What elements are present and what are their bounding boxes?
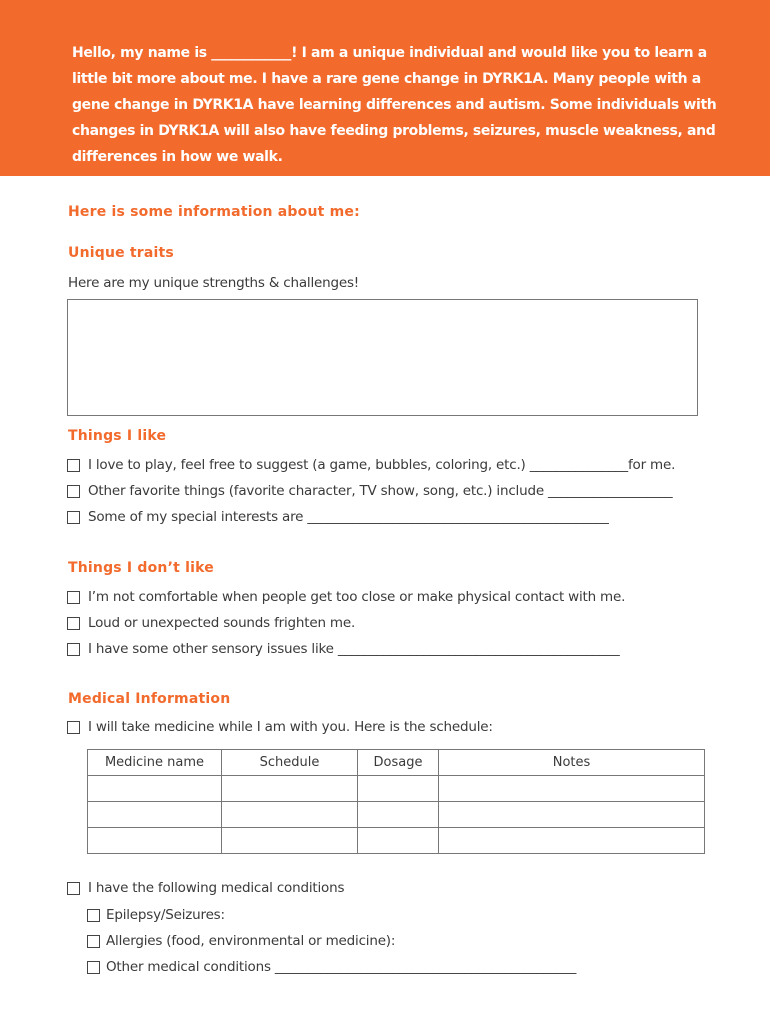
medicine-name-header: Medicine name <box>88 750 222 776</box>
notes-header: Notes <box>439 750 705 776</box>
other-conditions-checkbox[interactable] <box>87 961 100 974</box>
likes-item-3: Some of my special interests are ______________________________________________ <box>88 509 609 525</box>
medicine-schedule-table <box>87 749 705 854</box>
likes-item-1: I love to play, feel free to suggest (a game, bubbles, coloring, etc.) _______________for me. <box>88 457 676 473</box>
table-cell[interactable] <box>88 828 222 854</box>
medical-heading: Medical Information <box>68 691 231 707</box>
likes-item-2: Other favorite things (favorite character, TV show, song, etc.) include ___________________ <box>88 483 673 499</box>
table-cell[interactable] <box>88 802 222 828</box>
medicine-item: I will take medicine while I am with you. Here is the schedule: <box>88 719 493 735</box>
dislikes-item-2: Loud or unexpected sounds frighten me. <box>88 615 356 631</box>
dislikes-item-1: I’m not comfortable when people get too close or make physical contact with me. <box>88 589 626 605</box>
likes-checkbox-2[interactable] <box>67 485 80 498</box>
table-cell[interactable] <box>222 802 358 828</box>
likes-checkbox-3[interactable] <box>67 511 80 524</box>
table-cell[interactable] <box>439 776 705 802</box>
table-row <box>88 802 705 828</box>
schedule-header: Schedule <box>222 750 358 776</box>
table-row <box>88 828 705 854</box>
epilepsy-item: Epilepsy/Seizures: <box>106 907 225 923</box>
dislikes-checkbox-1[interactable] <box>67 591 80 604</box>
conditions-item: I have the following medical conditions <box>88 880 345 896</box>
likes-checkbox-1[interactable] <box>67 459 80 472</box>
allergies-item: Allergies (food, environmental or medicine): <box>106 933 396 949</box>
unique-traits-prompt: Here are my unique strengths & challenges! <box>68 275 359 291</box>
conditions-checkbox[interactable] <box>67 882 80 895</box>
table-cell[interactable] <box>88 776 222 802</box>
dosage-header: Dosage <box>358 750 439 776</box>
unique-traits-heading: Unique traits <box>68 245 174 261</box>
likes-heading: Things I like <box>68 428 167 444</box>
table-cell[interactable] <box>439 828 705 854</box>
medicine-checkbox[interactable] <box>67 721 80 734</box>
table-cell[interactable] <box>439 802 705 828</box>
dislikes-checkbox-2[interactable] <box>67 617 80 630</box>
strengths-challenges-textarea[interactable] <box>67 299 698 416</box>
table-header-row <box>88 750 705 776</box>
table-cell[interactable] <box>358 802 439 828</box>
table-row <box>88 776 705 802</box>
table-cell[interactable] <box>222 828 358 854</box>
about-heading: Here is some information about me: <box>68 204 360 220</box>
dislikes-checkbox-3[interactable] <box>67 643 80 656</box>
table-cell[interactable] <box>358 828 439 854</box>
allergies-checkbox[interactable] <box>87 935 100 948</box>
dislikes-item-3: I have some other sensory issues like ___________________________________________ <box>88 641 620 657</box>
header-banner <box>0 0 770 176</box>
other-conditions-item: Other medical conditions ______________________________________________ <box>106 959 577 975</box>
dislikes-heading: Things I don’t like <box>68 560 214 576</box>
intro-text: Hello, my name is ____________! I am a unique individual and would like you to learn a little bit more about me. I have a rare gene change in DYRK1A. Many people with a gene change in DYRK1A have learning differences and autism. Some individuals with changes in DYRK1A will also have feeding problems, seizures, muscle weakness, and differences in how we walk. <box>72 45 717 165</box>
table-cell[interactable] <box>358 776 439 802</box>
table-cell[interactable] <box>222 776 358 802</box>
epilepsy-checkbox[interactable] <box>87 909 100 922</box>
